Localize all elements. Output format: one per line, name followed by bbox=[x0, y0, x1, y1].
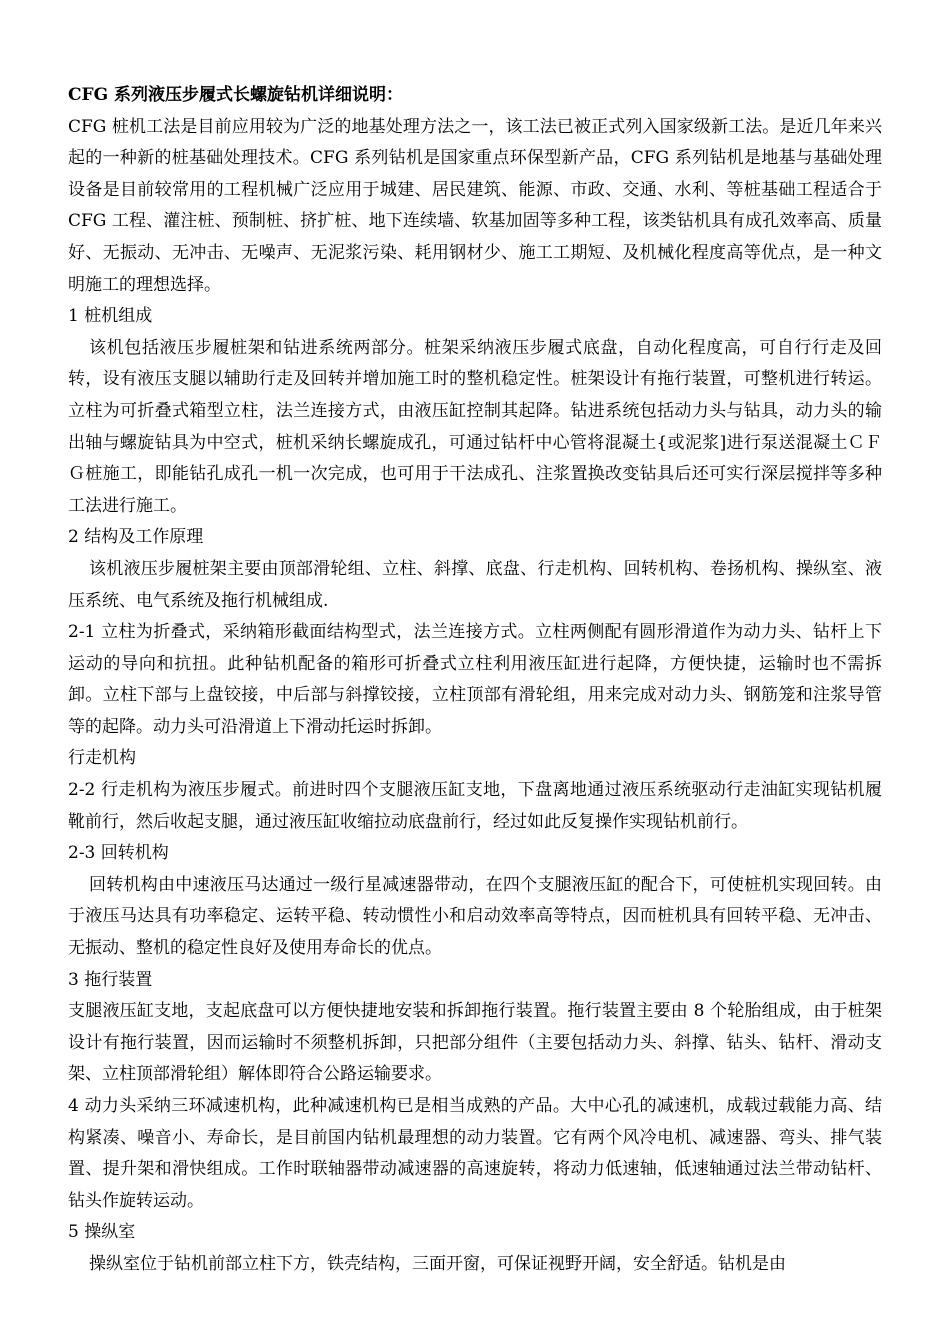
section-heading-walking: 行走机构 bbox=[68, 748, 136, 769]
paragraph-towing: 支腿液压缸支地，支起底盘可以方便快捷地安装和拆卸拖行装置。拖行装置主要由 8 个轮胎组成，由于桩架设计有拖行装置，因而运输时不须整机拆卸，只把部分组件（主要包括动力头、斜撑、钻头、钻杆、滑动支架、立柱顶部滑轮组）解体即符合公路运输要求。 bbox=[68, 1001, 882, 1085]
section-heading-2-3: 2-3 回转机构 bbox=[68, 843, 169, 864]
section-heading-3: 3 拖行装置 bbox=[68, 969, 153, 990]
section-heading-1: 1 桩机组成 bbox=[68, 306, 153, 327]
document-title: CFG 系列液压步履式长螺旋钻机详细说明： bbox=[68, 85, 404, 105]
paragraph-composition: 该机包括液压步履桩架和钻进系统两部分。桩架采纳液压步履式底盘，自动化程度高，可自行行走及回转，设有液压支腿以辅助行走及回转并增加施工时的整机稳定性。桩架设计有拖行装置，可整机进行转运。立柱为可折叠式箱型立柱，法兰连接方式，由液压缸控制其起降。钻进系统包括动力头与钻具，动力头的输出轴与螺旋钻具为中空式，桩机采纳长螺旋成孔，可通过钻杆中心管将混凝土{或泥浆]进行泵送混凝土ＣＦＧ桩施工，即能钻孔成孔一机一次完成，也可用于干法成孔、注浆置换改变钻具后还可实行深层搅拌等多种工法进行施工。 bbox=[68, 337, 882, 516]
paragraph-rotation: 回转机构由中速液压马达通过一级行星减速器带动，在四个支腿液压缸的配合下，可使桩机实现回转。由于液压马达具有功率稳定、运转平稳、转动惯性小和启动效率高等特点，因而桩机具有回转平稳、无冲击、无振动、整机的稳定性良好及使用寿命长的优点。 bbox=[68, 874, 882, 959]
paragraph-structure: 该机液压步履桩架主要由顶部滑轮组、立柱、斜撑、底盘、行走机构、回转机构、卷扬机构、操纵室、液压系统、电气系统及拖行机械组成. bbox=[68, 558, 882, 611]
paragraph-column: 2-1 立柱为折叠式，采纳箱形截面结构型式，法兰连接方式。立柱两侧配有圆形滑道作为动力头、钻杆上下运动的导向和抗扭。此种钻机配备的箱形可折叠式立柱利用液压缸进行起降，方便快捷，运输时也不需拆卸。立柱下部与上盘铰接，中后部与斜撑铰接，立柱顶部有滑轮组，用来完成对动力头、钢筋笼和注浆导管等的起降。动力头可沿滑道上下滑动托运时拆卸。 bbox=[68, 622, 882, 737]
paragraph-power-head: 4 动力头采纳三环减速机构，此种减速机构已是相当成熟的产品。大中心孔的减速机，成载过载能力高、结构紧凑、噪音小、寿命长，是目前国内钻机最理想的动力装置。它有两个风冷电机、减速器、弯头、排气装置、提升架和滑快组成。工作时联轴器带动减速器的高速旋转，将动力低速轴，低速轴通过法兰带动钻杆、钻头作旋转运动。 bbox=[68, 1096, 882, 1211]
paragraph-intro: CFG 桩机工法是目前应用较为广泛的地基处理方法之一，该工法已被正式列入国家级新工法。是近几年来兴起的一种新的桩基础处理技术。CFG 系列钻机是国家重点环保型新产品，CFG 系列钻机是地基与基础处理设备是目前较常用的工程机械广泛应用于城建、居民建筑、能源、市政、交通、水利、等桩基础工程适合于 CFG 工程、灌注桩、预制桩、挤扩桩、地下连续墙、软基加固等多种工程，该类钻机具有成孔效率高、质量好、无振动、无冲击、无噪声、无泥浆污染、耗用钢材少、施工工期短、及机械化程度高等优点，是一种文明施工的理想选择。 bbox=[68, 116, 882, 295]
paragraph-walking: 2-2 行走机构为液压步履式。前进时四个支腿液压缸支地，下盘离地通过液压系统驱动行走油缸实现钻机履靴前行，然后收起支腿，通过液压缸收缩拉动底盘前行，经过如此反复操作实现钻机前行。 bbox=[68, 780, 882, 832]
section-heading-5: 5 操纵室 bbox=[68, 1222, 136, 1243]
section-heading-2: 2 结构及工作原理 bbox=[68, 527, 204, 548]
document-page bbox=[68, 80, 882, 1281]
paragraph-cab: 操纵室位于钻机前部立柱下方，铁壳结构，三面开窗，可保证视野开阔，安全舒适。钻机是由 bbox=[89, 1253, 786, 1274]
